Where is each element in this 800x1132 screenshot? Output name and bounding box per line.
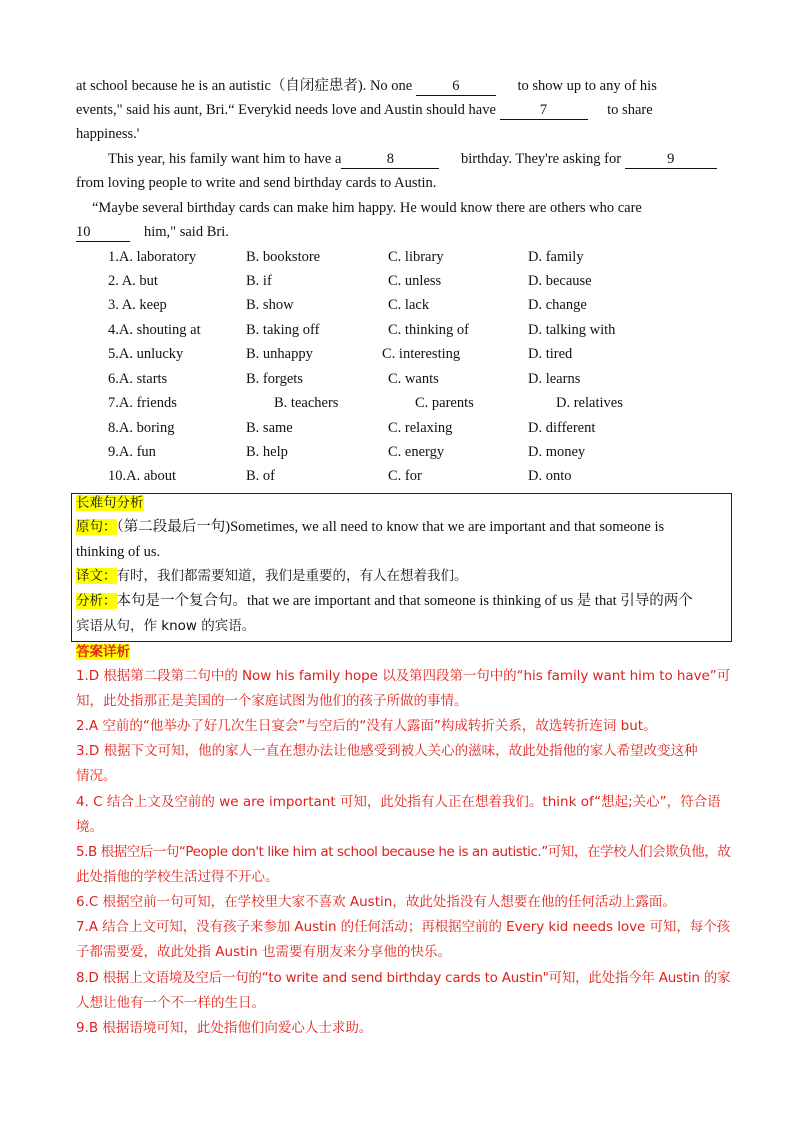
option-b[interactable]: B. help: [246, 444, 288, 460]
analysis-line-2: 宾语从句，作 know 的宾语。: [76, 618, 256, 634]
analysis-title: [76, 493, 144, 513]
answer-3-line-2: 情况。: [76, 768, 117, 784]
option-a[interactable]: 3. A. keep: [108, 297, 167, 313]
option-d[interactable]: D. talking with: [528, 322, 616, 338]
option-a[interactable]: 10.A. about: [108, 468, 177, 484]
option-b[interactable]: B. if: [246, 273, 272, 289]
option-b[interactable]: B. bookstore: [246, 249, 321, 265]
option-b[interactable]: B. unhappy: [246, 346, 313, 362]
option-c[interactable]: C. wants: [388, 371, 439, 387]
translation-line: [76, 566, 468, 586]
passage-line-6: “Maybe several birthday cards can make him happy. He would know there are others who care: [92, 200, 642, 216]
option-c[interactable]: C. lack: [388, 297, 430, 313]
answer-7-line-2: 子都需要爱，故此处指 Austin 也需要有朋友来分享他的快乐。: [76, 944, 452, 960]
passage-text: This year, his family want him to have a: [108, 151, 342, 167]
option-c[interactable]: C. relaxing: [388, 420, 453, 436]
passage-text: events," said his aunt, Bri.“ Everykid needs love and Austin should have: [76, 102, 500, 118]
answers-title: [76, 642, 130, 662]
option-c[interactable]: C. thinking of: [388, 322, 469, 338]
option-b[interactable]: B. of: [246, 468, 275, 484]
option-d[interactable]: D. money: [528, 444, 586, 460]
original-sentence-line-2: thinking of us.: [76, 544, 161, 560]
answer-6: 6.C 根据空前一句可知，在学校里大家不喜欢 Austin，故此处指没有人想要在他的任何活动上露面。: [76, 894, 676, 910]
passage-line-2: [76, 100, 653, 120]
passage-line-5: from loving people to write and send birthday cards to Austin.: [76, 175, 437, 191]
answer-3-line-1: 3.D 根据下文可知，他的家人一直在想办法让他感受到被人关心的滋味，故此处指他的家人希望改变这种: [76, 743, 698, 759]
option-a[interactable]: 5.A. unlucky: [108, 346, 184, 362]
passage-text: to show up to any of his: [513, 78, 657, 94]
option-a[interactable]: 1.A. laboratory: [108, 249, 197, 265]
option-d[interactable]: D. because: [528, 273, 592, 289]
translation-label: 译文：: [76, 568, 117, 584]
answer-1-line-2: 知，此处指那正是美国的一个家庭试图为他们的孩子所做的事情。: [76, 693, 468, 709]
original-label: 原句：: [76, 519, 117, 535]
option-d[interactable]: D. onto: [528, 468, 572, 484]
option-d[interactable]: D. change: [528, 297, 587, 313]
option-a[interactable]: 6.A. starts: [108, 371, 168, 387]
option-a[interactable]: 7.A. friends: [108, 395, 177, 411]
option-d[interactable]: D. relatives: [556, 395, 623, 411]
option-c[interactable]: C. parents: [415, 395, 474, 411]
answers-title-text: 答案详析: [76, 644, 130, 660]
answer-2: 2.A 空前的“他举办了好几次生日宴会”与空后的“没有人露面”构成转折关系，故选转折连词 but。: [76, 718, 657, 734]
original-sentence-text: （第二段最后一句)Sometimes, we all need to know that we are important and that someone is: [116, 519, 665, 535]
option-b[interactable]: B. same: [246, 420, 293, 436]
answer-8-line-2: 人想让他有一个不一样的生日。: [76, 995, 265, 1011]
option-c[interactable]: C. library: [388, 249, 444, 265]
option-a[interactable]: 4.A. shouting at: [108, 322, 201, 338]
answer-5-line-2: 此处指他的学校生活过得不开心。: [76, 869, 279, 885]
original-sentence-line-1: [76, 517, 664, 537]
option-c[interactable]: C. interesting: [382, 346, 461, 362]
passage-line-3: happiness.': [76, 126, 140, 142]
blank-9[interactable]: 9: [625, 151, 717, 169]
translation-text: 有时，我们都需要知道，我们是重要的，有人在想着我们。: [116, 568, 468, 584]
option-b[interactable]: B. show: [246, 297, 294, 313]
answer-4-line-2: 境。: [76, 819, 103, 835]
option-b[interactable]: B. forgets: [246, 371, 303, 387]
analysis-text: 本句是一个复合句。that we are important and that someone is thinking of us 是 that 引导的两个: [116, 593, 693, 609]
passage-line-4: [108, 149, 717, 169]
passage-text: at school because he is an autistic（自闭症患者). No one: [76, 78, 416, 94]
passage-line-1: [76, 76, 657, 96]
option-a[interactable]: 8.A. boring: [108, 420, 175, 436]
option-d[interactable]: D. different: [528, 420, 596, 436]
option-c[interactable]: C. energy: [388, 444, 445, 460]
answer-8-line-1: 8.D 根据上文语境及空后一句的“to write and send birthday cards to Austin"可知，此处指今年 Austin 的家: [76, 970, 731, 986]
passage-text: him," said Bri.: [144, 224, 229, 240]
option-a[interactable]: 9.A. fun: [108, 444, 156, 460]
passage-text: birthday. They're asking for: [457, 151, 625, 167]
blank-8[interactable]: 8: [341, 151, 439, 169]
option-d[interactable]: D. family: [528, 249, 584, 265]
answer-4-line-1: 4. C 结合上文及空前的 we are important 可知，此处指有人正在想着我们。think of“想起;关心”，符合语: [76, 794, 721, 810]
passage-text: to share: [603, 102, 653, 118]
option-d[interactable]: D. learns: [528, 371, 581, 387]
answer-7-line-1: 7.A 结合上文可知，没有孩子来参加 Austin 的任何活动；再根据空前的 Every kid needs love 可知，每个孩: [76, 919, 731, 935]
analysis-title-text: 长难句分析: [76, 495, 144, 511]
blank-10[interactable]: 10: [76, 224, 130, 242]
analysis-label: 分析：: [76, 593, 117, 609]
analysis-line-1: [76, 591, 693, 611]
blank-6[interactable]: 6: [416, 78, 496, 96]
option-d[interactable]: D. tired: [528, 346, 573, 362]
option-c[interactable]: C. unless: [388, 273, 442, 289]
option-c[interactable]: C. for: [388, 468, 422, 484]
option-a[interactable]: 2. A. but: [108, 273, 158, 289]
option-b[interactable]: B. taking off: [246, 322, 320, 338]
option-b[interactable]: B. teachers: [274, 395, 339, 411]
answer-5-line-1: 5.B 根据空后一句“People don't like him at school because he is an autistic.”可知，在学校人们会欺负他，故: [76, 844, 731, 860]
blank-7[interactable]: 7: [500, 102, 588, 120]
answer-1-line-1: 1.D 根据第二段第二句中的 Now his family hope 以及第四段第一句中的“his family want him to have”可: [76, 668, 731, 684]
passage-line-7: [76, 222, 229, 242]
answer-9: 9.B 根据语境可知，此处指他们向爱心人士求助。: [76, 1020, 373, 1036]
